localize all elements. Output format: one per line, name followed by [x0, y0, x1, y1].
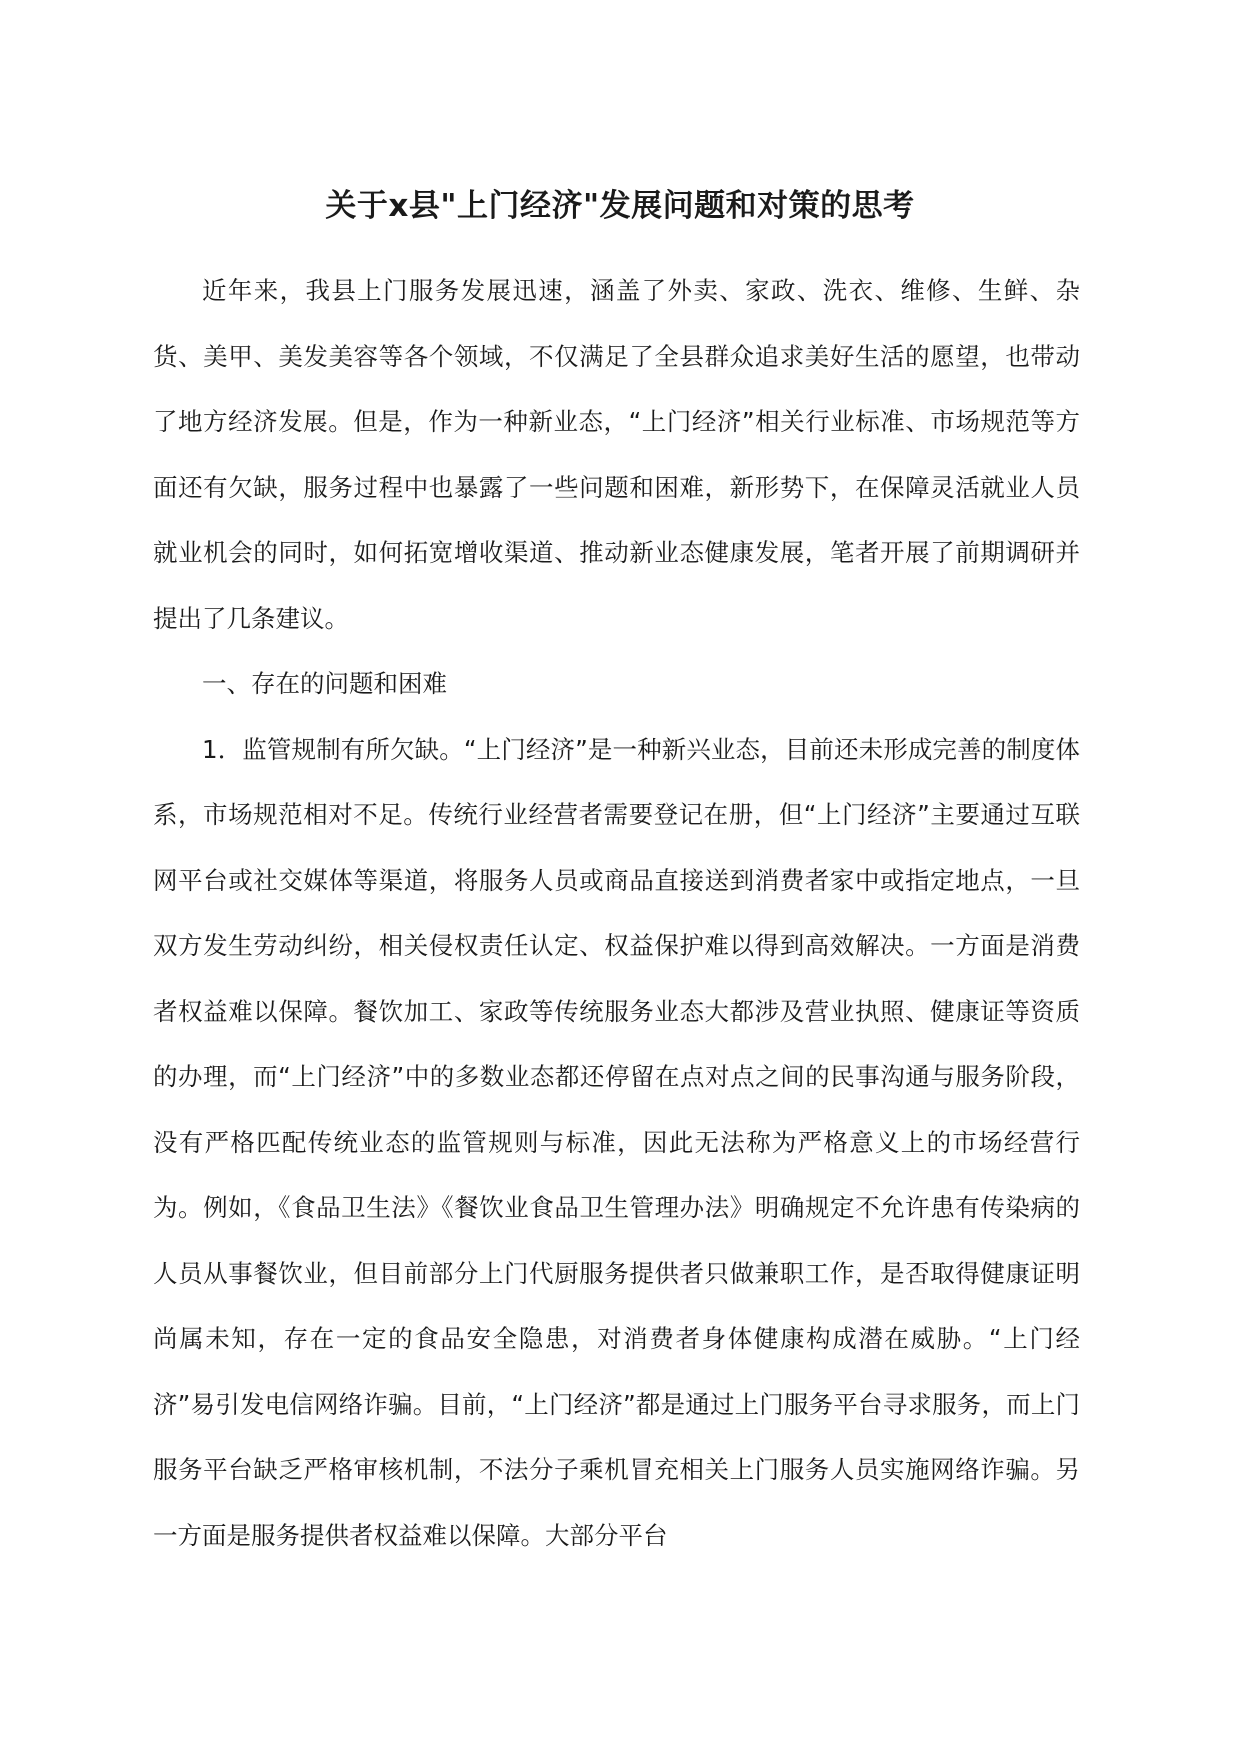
paragraph-regulation: 1．监管规制有所欠缺。“上门经济”是一种新兴业态，目前还未形成完善的制度体系，市场规范相对不足。传统行业经营者需要登记在册，但“上门经济”主要通过互联网平台或社交媒体等渠道，将服务人员或商品直接送到消费者家中或指定地点，一旦双方发生劳动纠纷，相关侵权责任认定、权益保护难以得到高效解决。一方面是消费者权益难以保障。餐饮加工、家政等传统服务业态大都涉及营业执照、健康证等资质的办理，而“上门经济”中的多数业态都还停留在点对点之间的民事沟通与服务阶段，没有严格匹配传统业态的监管规则与标准，因此无法称为严格意义上的市场经营行为。例如，《食品卫生法》《餐饮业食品卫生管理办法》明确规定不允许患有传染病的人员从事餐饮业，但目前部分上门代厨服务提供者只做兼职工作，是否取得健康证明尚属未知，存在一定的食品安全隐患，对消费者身体健康构成潜在威胁。“上门经济”易引发电信网络诈骗。目前，“上门经济”都是通过上门服务平台寻求服务，而上门服务平台缺乏严格审核机制，不法分子乘机冒充相关上门服务人员实施网络诈骗。另一方面是服务提供者权益难以保障。大部分平台: [153, 734, 1080, 1550]
document-title: 关于x县"上门经济"发展问题和对策的思考: [325, 188, 915, 224]
document-body: [153, 258, 1080, 1568]
section-heading-problems: 一、存在的问题和困难: [202, 669, 447, 698]
intro-paragraph: 近年来，我县上门服务发展迅速，涵盖了外卖、家政、洗衣、维修、生鲜、杂货、美甲、美发美容等各个领域，不仅满足了全县群众追求美好生活的愿望，也带动了地方经济发展。但是，作为一种新业态，“上门经济”相关行业标准、市场规范等方面还有欠缺，服务过程中也暴露了一些问题和困难，新形势下，在保障灵活就业人员就业机会的同时，如何拓宽增收渠道、推动新业态健康发展，笔者开展了前期调研并提出了几条建议。: [153, 276, 1080, 633]
